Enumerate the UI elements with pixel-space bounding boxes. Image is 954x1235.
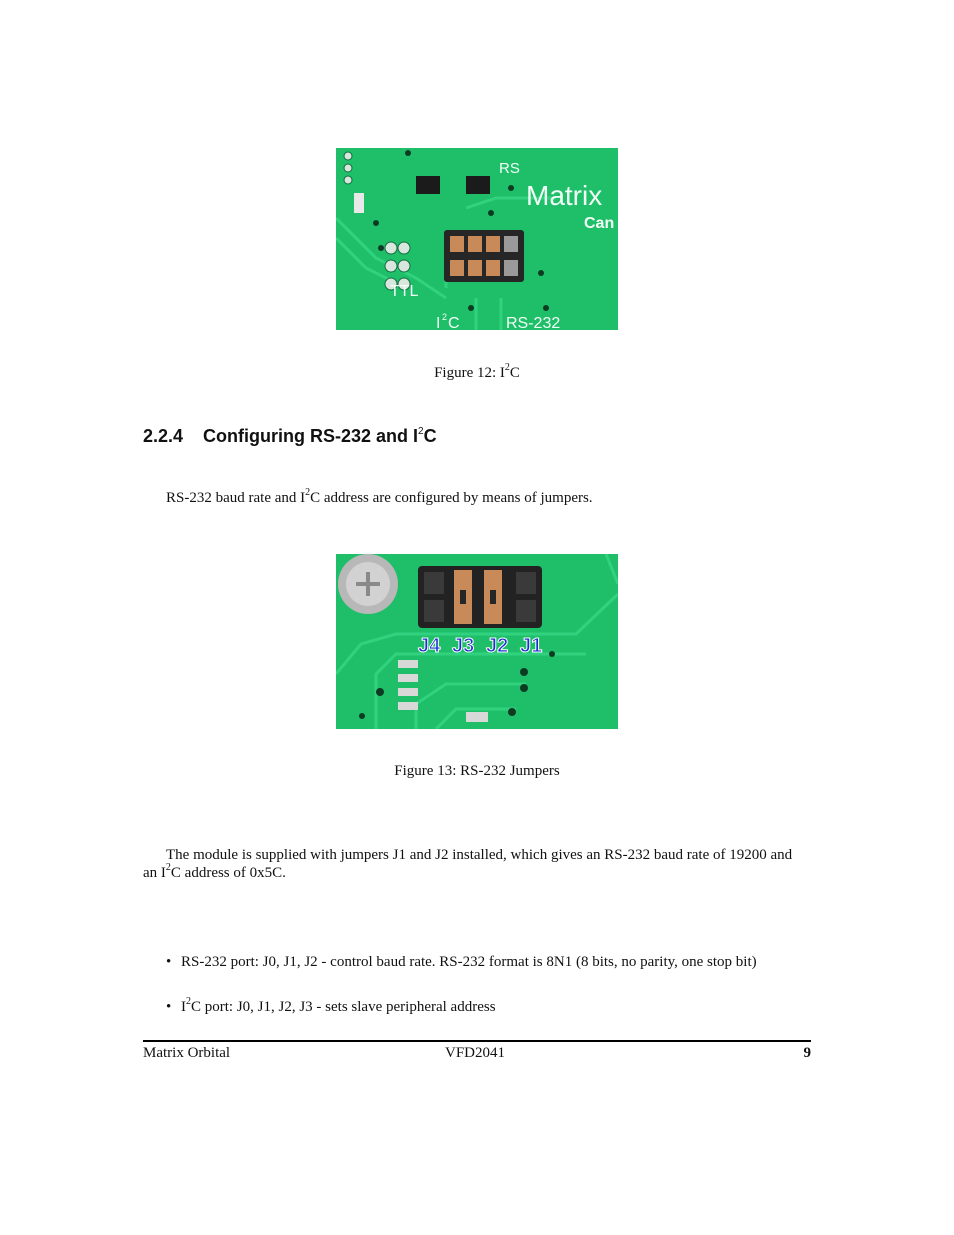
figure-13-caption: Figure 13: RS-232 Jumpers <box>394 763 560 779</box>
supplied-paragraph-line-1: The module is supplied with jumpers J1 and J2 installed, which gives an RS-232 baud rate of 19200 and <box>166 847 793 863</box>
silkscreen-rs: RS <box>499 160 520 177</box>
silkscreen-ttl: TTL <box>390 283 419 300</box>
silkscreen-rs232: RS-232 <box>506 315 561 330</box>
section-heading: 2.2.4 Configuring RS-232 and $I^2C$ <box>143 426 437 446</box>
footer-center: VFD2041 <box>445 1045 506 1061</box>
figure-13-image <box>336 554 618 729</box>
footer-rule <box>143 1040 811 1042</box>
footer-left: Matrix Orbital <box>143 1045 231 1061</box>
silkscreen-i2c-sup: 2 <box>442 312 448 322</box>
label-j3: J3 <box>452 635 475 657</box>
supplied-paragraph-line-2: an $I^2C$ address of 0x5C. <box>143 862 286 881</box>
figure-12-caption: Figure 12: $I^2C$ <box>434 362 520 381</box>
silkscreen-brand-cut: Can <box>584 215 615 232</box>
silkscreen-i2c-i: I <box>436 315 441 330</box>
silkscreen-brand: Matrix <box>526 180 603 211</box>
label-j2: J2 <box>486 635 509 657</box>
bullet-dot-icon: • <box>166 954 172 970</box>
bullet-dot-icon: • <box>166 999 172 1015</box>
figure-12-image <box>336 148 618 330</box>
page-number: 9 <box>803 1045 811 1061</box>
label-j1: J1 <box>520 635 543 657</box>
bullet-rs232: • RS-232 port: J0, J1, J2 - control baud rate. RS-232 format is 8N1 (8 bits, no parity, one stop bit) <box>166 954 757 970</box>
intro-paragraph: RS-232 baud rate and $I^2C$ address are configured by means of jumpers. <box>166 487 593 506</box>
label-j4: J4 <box>418 635 441 657</box>
silkscreen-i2c-c: C <box>448 315 460 330</box>
section-number: 2.2.4 <box>143 426 184 446</box>
bullet-i2c: • $I^2C$ port: J0, J1, J2, J3 - sets slave peripheral address <box>166 996 496 1015</box>
